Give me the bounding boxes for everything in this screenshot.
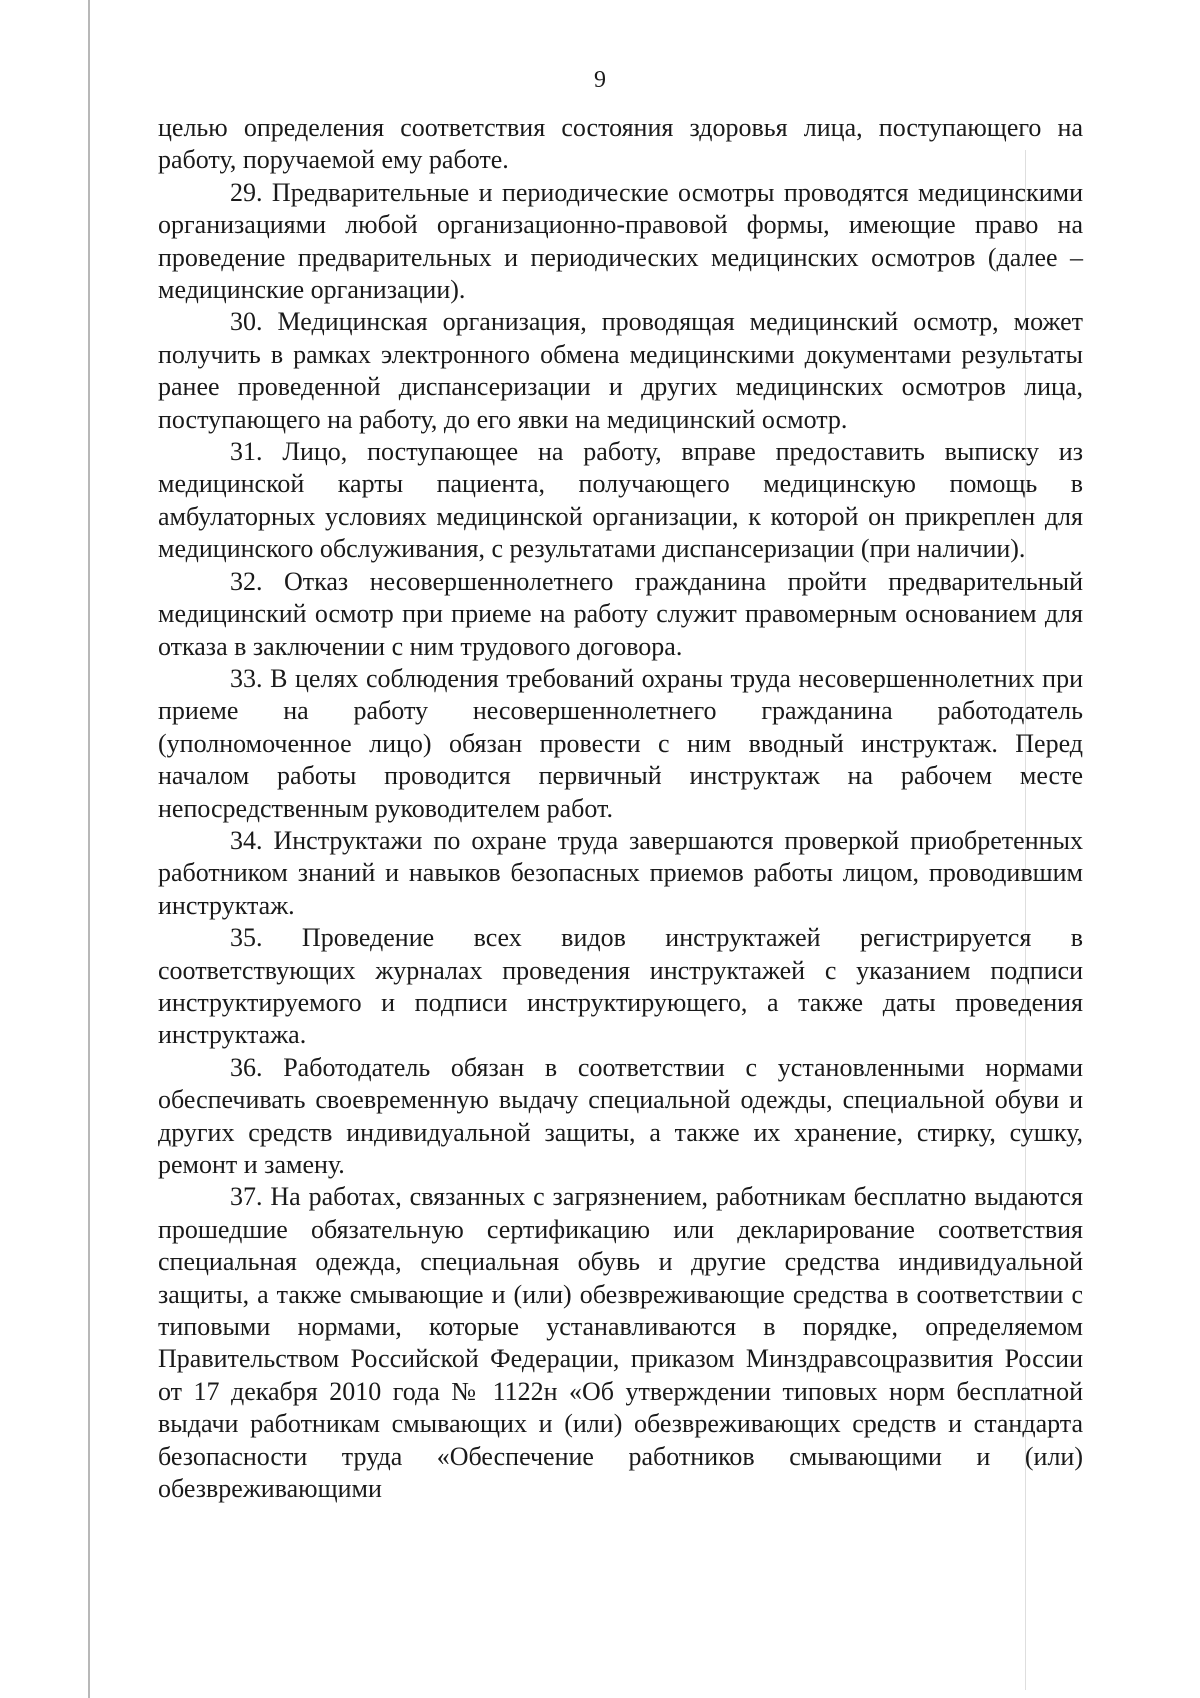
paragraph-34: 34. Инструктажи по охране труда завершаются проверкой приобретенных работником знаний и навыков безопасных приемов работы лицом, проводившим инструктаж.	[158, 825, 1083, 920]
paragraph-29: 29. Предварительные и периодические осмотры проводятся медицинскими организациями любой организационно-правовой формы, имеющие право на проведение предварительных и периодических медицинских осмотров (далее – медицинские организации).	[158, 177, 1083, 305]
scan-edge-line	[88, 0, 90, 1698]
paragraph-35: 35. Проведение всех видов инструктажей регистрируется в соответствующих журналах проведения инструктажей с указанием подписи инструктируемого и подписи инструктирующего, а также даты проведения инструктажа.	[158, 923, 1083, 1050]
paragraph-32: 32. Отказ несовершеннолетнего гражданина пройти предварительный медицинский осмотр при приеме на работу служит правомерным основанием для отказа в заключении с ним трудового договора.	[158, 566, 1083, 661]
paragraph-36: 36. Работодатель обязан в соответствии с установленными нормами обеспечивать своевременную выдачу специальной одежды, специальной обуви и других средств индивидуальной защиты, а также их хранение, стирку, сушку, ремонт и замену.	[158, 1052, 1083, 1179]
paragraph-37: 37. На работах, связанных с загрязнением, работникам бесплатно выдаются прошедшие обязательную сертификацию или декларирование соответствия специальная одежда, специальная обувь и другие средства индивидуальной защиты, а также смывающие и (или) обезвреживающие средства в соответствии с типовыми нормами, которые устанавливаются в порядке, определяемом Правительством Российской Федерации, приказом Минздравсоцразвития России от 17 декабря 2010 года № 1122н «Об утверждении типовых норм бесплатной выдачи работникам смывающих и (или) обезвреживающих средств и стандарта безопасности труда «Обеспечение работников смывающими и (или) обезвреживающими	[158, 1182, 1083, 1504]
paragraph-30: 30. Медицинская организация, проводящая медицинский осмотр, может получить в рамках электронного обмена медицинскими документами результаты ранее проведенной диспансеризации и других медицинских осмотров лица, поступающего на работу, до его явки на медицинский осмотр.	[158, 307, 1083, 434]
page-number: 9	[594, 67, 606, 93]
paragraph-33: 33. В целях соблюдения требований охраны труда несовершеннолетних при приеме на работу несовершеннолетнего гражданина работодатель (уполномоченное лицо) обязан провести с ним вводный инструктаж. Перед началом работы проводится первичный инструктаж на рабочем месте непосредственным руководителем работ.	[158, 663, 1083, 823]
document-body	[158, 112, 1083, 1505]
paragraph-31: 31. Лицо, поступающее на работу, вправе предоставить выписку из медицинской карты пациента, получающего медицинскую помощь в амбулаторных условиях медицинской организации, к которой он прикреплен для медицинского обслуживания, с результатами диспансеризации (при наличии).	[158, 437, 1083, 564]
paragraph-continuation: целью определения соответствия состояния здоровья лица, поступающего на работу, поручаемой ему работе.	[158, 113, 1083, 175]
